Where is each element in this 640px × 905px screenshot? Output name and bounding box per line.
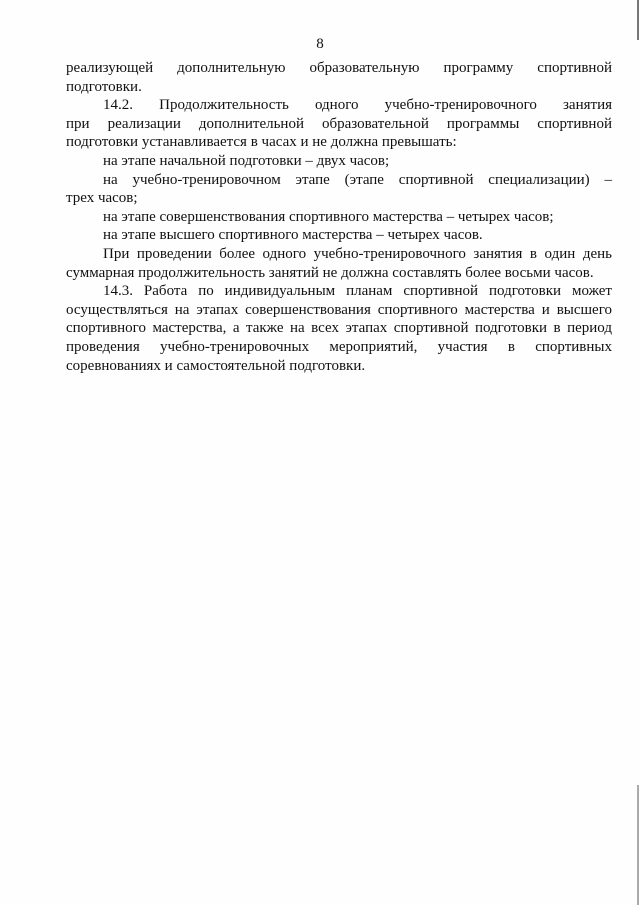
page-number: 8 xyxy=(316,36,324,52)
list-item-initial-stage: на этапе начальной подготовки – двух часов; xyxy=(103,152,390,169)
list-item-improvement-stage: на этапе совершенствования спортивного мастерства – четырех часов; xyxy=(103,208,554,225)
text-line: проведения учебно-тренировочных мероприятий, участия в спортивных xyxy=(66,338,612,355)
text-line: при реализации дополнительной образовательной программы спортивной xyxy=(66,115,612,132)
text-line: подготовки устанавливается в часах и не должна превышать: xyxy=(66,134,457,151)
paragraph-14-2-start: 14.2. Продолжительность одного учебно-тренировочного занятия xyxy=(103,97,612,114)
text-line: реализующей дополнительную образовательную программу спортивной xyxy=(66,60,612,76)
text-line: спортивного мастерства, а также на всех этапах спортивной подготовки в период xyxy=(66,320,612,337)
document-body xyxy=(66,59,612,375)
text-line: осуществляться на этапах совершенствования спортивного мастерства и высшего xyxy=(66,301,612,318)
text-line: трех часов; xyxy=(66,190,138,207)
paragraph-14-3-start: 14.3. Работа по индивидуальным планам спортивной подготовки может xyxy=(103,283,612,300)
list-item-training-stage: на учебно-тренировочном этапе (этапе спортивной специализации) – xyxy=(103,171,612,188)
scan-edge-mark-bottom xyxy=(637,785,639,905)
paragraph-multiple-sessions: При проведении более одного учебно-тренировочного занятия в один день xyxy=(103,245,612,262)
scan-edge-mark-top xyxy=(637,0,639,40)
list-item-highest-stage: на этапе высшего спортивного мастерства – четырех часов. xyxy=(103,227,483,244)
text-line: подготовки. xyxy=(66,78,142,95)
text-line: соревнованиях и самостоятельной подготовки. xyxy=(66,357,366,374)
text-line: суммарная продолжительность занятий не должна составлять более восьми часов. xyxy=(66,264,594,281)
